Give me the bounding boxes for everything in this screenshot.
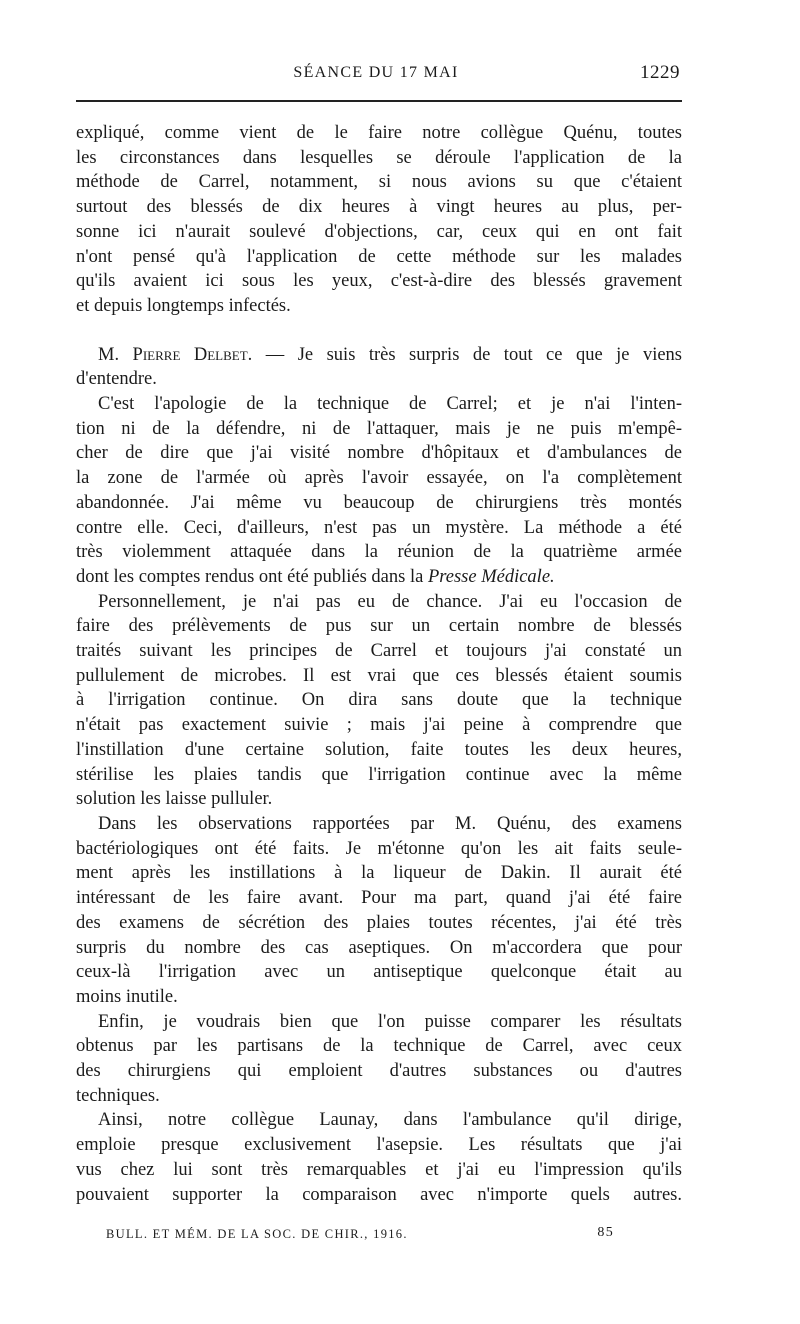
text-line: Personnellement, je n'ai pas eu de chance. J'ai eu l'occasion de <box>98 591 682 612</box>
text-line: des examens de sécrétion des plaies toutes récentes, j'ai été très <box>76 912 682 933</box>
text-line: traités suivant les principes de Carrel et toujours j'ai constaté un <box>76 641 682 662</box>
text-line: qu'ils avaient ici sous les yeux, c'est-à-dire des blessés gravement <box>76 271 682 292</box>
paragraph-speaker <box>76 343 682 392</box>
text-line: emploie presque exclusivement l'asepsie. Les résultats que j'ai <box>76 1135 682 1156</box>
text-line: l'instillation d'une certaine solution, faite toutes les deux heures, <box>76 739 682 760</box>
footer <box>106 1224 614 1244</box>
text-line: pullulement de microbes. Il est vrai que ces blessés étaient soumis <box>76 665 682 686</box>
text-line: obtenus par les partisans de la technique de Carrel, avec ceux <box>76 1036 682 1057</box>
text-line: méthode de Carrel, notamment, si nous avions su que c'étaient <box>76 172 682 193</box>
speaker-text: — Je suis très surpris de tout ce que je viens <box>252 344 682 365</box>
text-line: surtout des blessés de dix heures à vingt heures au plus, per- <box>76 197 682 218</box>
paragraph <box>76 1010 682 1109</box>
text-line: n'était pas exactement suivie ; mais j'ai peine à comprendre que <box>76 715 682 736</box>
paragraph <box>76 812 682 1010</box>
text-line: faire des prélèvements de pus sur un certain nombre de blessés <box>76 616 682 637</box>
text-line: moins inutile. <box>76 986 178 1007</box>
text-line: Ainsi, notre collègue Launay, dans l'ambulance qu'il dirige, <box>98 1110 682 1131</box>
text-line: ceux-là l'irrigation avec un antiseptique quelconque était au <box>76 962 682 983</box>
text-line: n'ont pensé qu'à l'application de cette méthode sur les malades <box>76 246 682 267</box>
text-line: d'entendre. <box>76 369 157 390</box>
running-title: SÉANCE DU 17 MAI <box>293 64 459 81</box>
text-line: intéressant de les faire avant. Pour ma part, quand j'ai été faire <box>76 888 682 909</box>
line-text: dont les comptes rendus ont été publiés dans la <box>76 566 428 587</box>
page-number: 1229 <box>640 62 680 83</box>
text-line: vus chez lui sont très remarquables et j'ai eu l'impression qu'ils <box>76 1159 682 1180</box>
text-line: stérilise les plaies tandis que l'irrigation continue avec la même <box>76 764 682 785</box>
footer-source: BULL. ET MÉM. DE LA SOC. DE CHIR., 1916. <box>106 1227 408 1241</box>
text-line: la zone de l'armée où après l'avoir essayée, on l'a complètement <box>76 468 682 489</box>
paragraph <box>76 392 682 590</box>
text-line: abandonnée. J'ai même vu beaucoup de chirurgiens très montés <box>76 492 682 513</box>
text-line: contre elle. Ceci, d'ailleurs, n'est pas un mystère. La méthode a été <box>76 517 682 538</box>
text-line: les circonstances dans lesquelles se déroule l'application de la <box>76 147 682 168</box>
text-line <box>76 565 682 590</box>
text-line: surpris du nombre des cas aseptiques. On m'accordera que pour <box>76 937 682 958</box>
text-line: sonne ici n'aurait soulevé d'objections, car, ceux qui en ont fait <box>76 221 682 242</box>
speaker-name: M. Pierre Delbet. <box>98 344 253 365</box>
text-line: bactériologiques ont été faits. Je m'étonne qu'on les ait faits seule- <box>76 838 682 859</box>
text-line: cher de dire que j'ai visité nombre d'hôpitaux et d'ambulances de <box>76 443 682 464</box>
paragraph <box>76 1108 682 1207</box>
text-line: Dans les observations rapportées par M. Quénu, des examens <box>98 813 682 834</box>
text-line: expliqué, comme vient de le faire notre collègue Quénu, toutes <box>76 123 682 143</box>
journal-title: Presse Médicale. <box>427 566 555 587</box>
text-line: Enfin, je voudrais bien que l'on puisse comparer les résultats <box>98 1011 682 1032</box>
text-line: et depuis longtemps infectés. <box>76 295 291 316</box>
paragraph <box>76 590 682 812</box>
text-line: solution les laisse pulluler. <box>76 789 273 810</box>
text-line: C'est l'apologie de la technique de Carrel; et je n'ai l'inten- <box>98 394 682 415</box>
text-line <box>76 343 682 368</box>
text-line: très violemment attaquée dans la réunion de la quatrième armée <box>76 542 682 563</box>
header-rule <box>76 100 682 102</box>
running-head <box>70 60 682 88</box>
text-line: à l'irrigation continue. On dira sans doute que la technique <box>76 690 682 711</box>
body-text <box>76 121 682 1207</box>
text-line: ment après les instillations à la liqueur de Dakin. Il aurait été <box>76 863 682 884</box>
text-line: tion ni de la défendre, ni de l'attaquer, mais je ne puis m'empê- <box>76 418 682 439</box>
text-line: des chirurgiens qui emploient d'autres substances ou d'autres <box>76 1061 682 1082</box>
text-line: techniques. <box>76 1085 160 1106</box>
text-line: pouvaient supporter la comparaison avec n'importe quels autres. <box>76 1184 682 1205</box>
paragraph-continuation <box>76 121 682 319</box>
signature-mark: 85 <box>597 1225 614 1240</box>
